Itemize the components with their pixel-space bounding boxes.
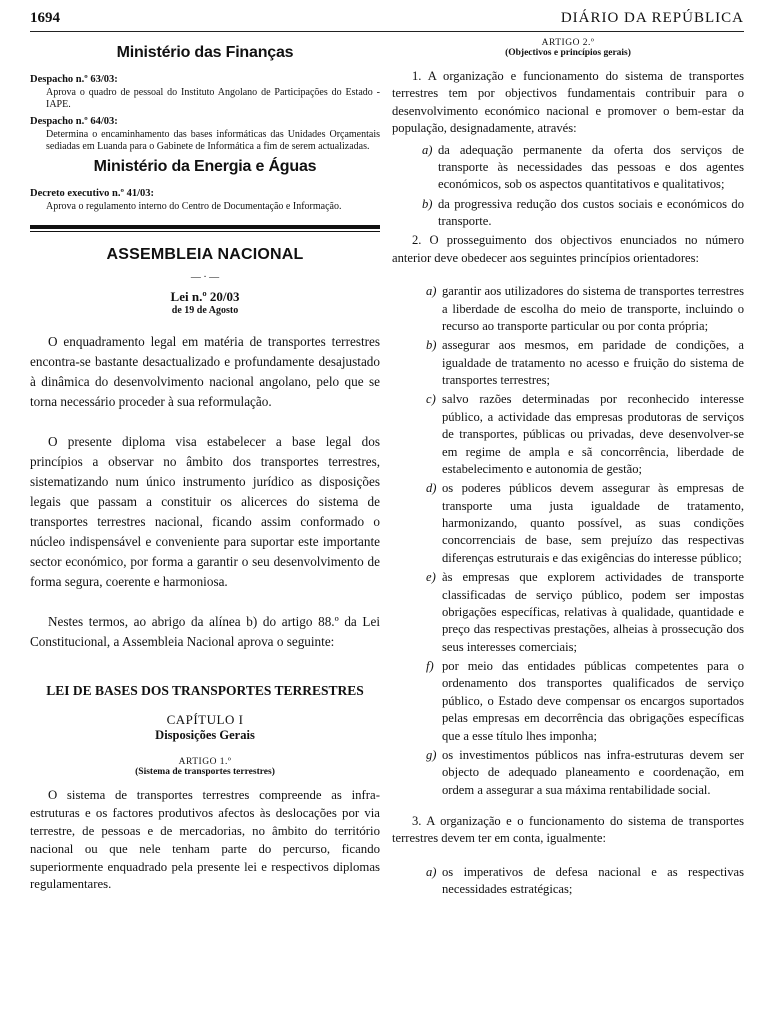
summary-entry — [30, 116, 380, 152]
article-paragraph: 2. O prosseguimento dos objectivos enunciados no número anterior deve obedecer aos seguintes princípios orientadores: — [392, 233, 744, 265]
chapter-title: Disposições Gerais — [155, 727, 255, 742]
list-item — [426, 480, 744, 567]
list-item — [422, 142, 744, 194]
preamble-paragraph: O enquadramento legal em matéria de transportes terrestres encontra-se bastante desactualizado e profundamente desajustado à dinâmica do desenvolvimento nacional angolano, pelo que se torna necessário proceder à sua reformulação. — [30, 333, 380, 409]
left-column — [30, 38, 380, 894]
list-item-text: por meio das entidades públicas competentes para o ordenamento dos transportes qualificados de serviço público, o Estado deve compensar os encargos suportados pelas empresas em decorrência das obrigações específicas que a esse título lhes imponha; — [442, 659, 744, 743]
journal-title: DIÁRIO DA REPÚBLICA — [560, 10, 744, 26]
list-item-text: os poderes públicos devem assegurar às empresas de transporte uma justa igualdade de tratamento, harmonizando, quanto possível, as suas condições concorrenciais de base, sem prejuízo das respectivas diferenças estruturais e das exigências do interesse público; — [442, 481, 744, 565]
summary-entry — [30, 74, 380, 110]
ministry-finance-heading: Ministério das Finanças — [116, 44, 294, 61]
section-divider-thin — [30, 231, 380, 232]
header-rule — [30, 31, 744, 32]
law-date: de 19 de Agosto — [171, 304, 239, 316]
spacer — [392, 801, 744, 813]
list-item-letter: f) — [426, 659, 434, 673]
law-title: LEI DE BASES DOS TRANSPORTES TERRESTRES — [46, 683, 364, 699]
ministry-energy-heading: Ministério da Energia e Águas — [93, 158, 317, 175]
list-item — [426, 283, 744, 335]
article-paragraph: O sistema de transportes terrestres compreende as infra-estruturas e os factores produtivos afectos às deslocações por via terrestre, de pessoas e de mercadorias, no âmbito do território nacional ou que nele tenham parte do percurso, ficando superiormente enquadrado pela presente lei e respectivos diplomas regulamentares. — [30, 787, 380, 892]
list-item-letter: a) — [422, 142, 433, 157]
list-item-letter: d) — [426, 481, 437, 496]
article-paragraph: 3. A organização e o funcionamento do sistema de transportes terrestres devem ter em conta, igualmente: — [392, 814, 744, 846]
summary-entry-title: Despacho n.º 64/03: — [30, 116, 118, 127]
list-item-letter: c) — [426, 392, 436, 407]
preamble-paragraph: O presente diploma visa estabelecer a base legal dos princípios a observar no âmbito dos transportes terrestres, sistematizando num único instrumento jurídico as disposições legais que passam a constituir os alicerces do sistema de transportes terrestres nacional, ficando assim conformado o núcleo indispensável e conveniente para suportar este importante sector económico, por forma a garantir o seu desenvolvimento de forma segura, coerente e harmoniosa. — [30, 433, 380, 590]
ornament-dash: — · — — [190, 271, 220, 283]
assembly-heading: ASSEMBLEIA NACIONAL — [106, 245, 304, 263]
spacer — [392, 271, 744, 283]
list-item-text: às empresas que explorem actividades de transporte classificadas de serviço público, podem ser impostas obrigações específicas, relativas à qualidade, quantidade e preço das respectivas prestações, alheias à prossecução dos seus interesses comerciais; — [442, 570, 744, 654]
list-item — [426, 658, 744, 745]
summary-entry-title: Despacho n.º 63/03: — [30, 74, 118, 85]
article-title: (Objectivos e princípios gerais) — [505, 48, 631, 58]
section-divider-thick — [30, 225, 380, 229]
article-label: ARTIGO 1.º — [178, 756, 232, 767]
list-item — [426, 337, 744, 389]
right-column — [392, 38, 744, 901]
list-item-letter: b) — [426, 338, 437, 353]
article-paragraph: 1. A organização e funcionamento do sistema de transportes terrestres tem por objectivos fundamentais contribuir para o desenvolvimento económico nacional e promover o bem-estar da população, designadamente, através: — [392, 69, 744, 136]
page-number: 1694 — [30, 10, 60, 26]
preamble-paragraph: Nestes termos, ao abrigo da alínea b) do artigo 88.º da Lei Constitucional, a Assembleia Nacional aprova o seguinte: — [30, 614, 380, 650]
list-item-text: os imperativos de defesa nacional e as respectivas necessidades estratégicas; — [442, 864, 744, 897]
summary-entry-text: Aprova o quadro de pessoal do Instituto Angolano de Participações do Estado - IAPE. — [46, 87, 380, 110]
article-label: ARTIGO 2.º — [541, 38, 595, 48]
list-item-text: os investimentos públicos nas infra-estruturas devem ser objecto de adequado planeamento e coordenação, em ordem a assegurar a sua máxima rentabilidade social. — [442, 747, 744, 797]
list-item — [426, 747, 744, 799]
summary-entry-text: Aprova o regulamento interno do Centro de Documentação e Informação. — [46, 201, 342, 212]
summary-entry-title: Decreto executivo n.º 41/03: — [30, 188, 154, 199]
list-item-letter: e) — [426, 570, 436, 585]
list-item — [426, 569, 744, 656]
clause-list — [426, 283, 744, 799]
clause-list — [422, 142, 744, 231]
list-item-text: salvo razões determinadas por reconhecido interesse público, a actividade das empresas produtoras de serviços de transportes, públicas ou privadas, deve desenvolver-se em regime de ampla e sã concorrência, liberdade de estabelecimento e autonomia de gestão; — [442, 392, 744, 476]
chapter-label: CAPÍTULO I — [166, 711, 244, 727]
list-item — [426, 391, 744, 478]
list-item-text: da progressiva redução dos custos sociais e económicos do transporte. — [438, 196, 744, 228]
list-item — [422, 196, 744, 231]
summary-entry — [30, 188, 380, 213]
list-item-text: assegurar aos mesmos, em paridade de condições, a igualdade de tratamento no acesso e fruição do sistema de transportes terrestres; — [442, 338, 744, 387]
article-title: (Sistema de transportes terrestres) — [135, 766, 275, 777]
law-number: Lei n.º 20/03 — [170, 288, 240, 304]
list-item — [426, 864, 744, 899]
list-item-letter: b) — [422, 196, 433, 211]
list-item-text: garantir aos utilizadores do sistema de transportes terrestres a liberdade de escolha do meio de transporte, incluindo o recurso ao transporte particular ou por conta própria; — [442, 284, 744, 333]
clause-list — [426, 864, 744, 899]
spacer — [392, 852, 744, 864]
list-item-letter: a) — [426, 284, 437, 299]
summary-entry-text: Determina o encaminhamento das bases informáticas das Unidades Orçamentais sediadas em Luanda para o Gabinete de Informática a fim de serem actualizadas. — [46, 129, 380, 152]
list-item-letter: g) — [426, 747, 437, 762]
list-item-letter: a) — [426, 864, 437, 879]
list-item-text: da adequação permanente da oferta dos serviços de transporte às necessidades das pessoas e dos agentes económicos, sob os aspectos quantitativos e qualitativos; — [438, 142, 744, 192]
